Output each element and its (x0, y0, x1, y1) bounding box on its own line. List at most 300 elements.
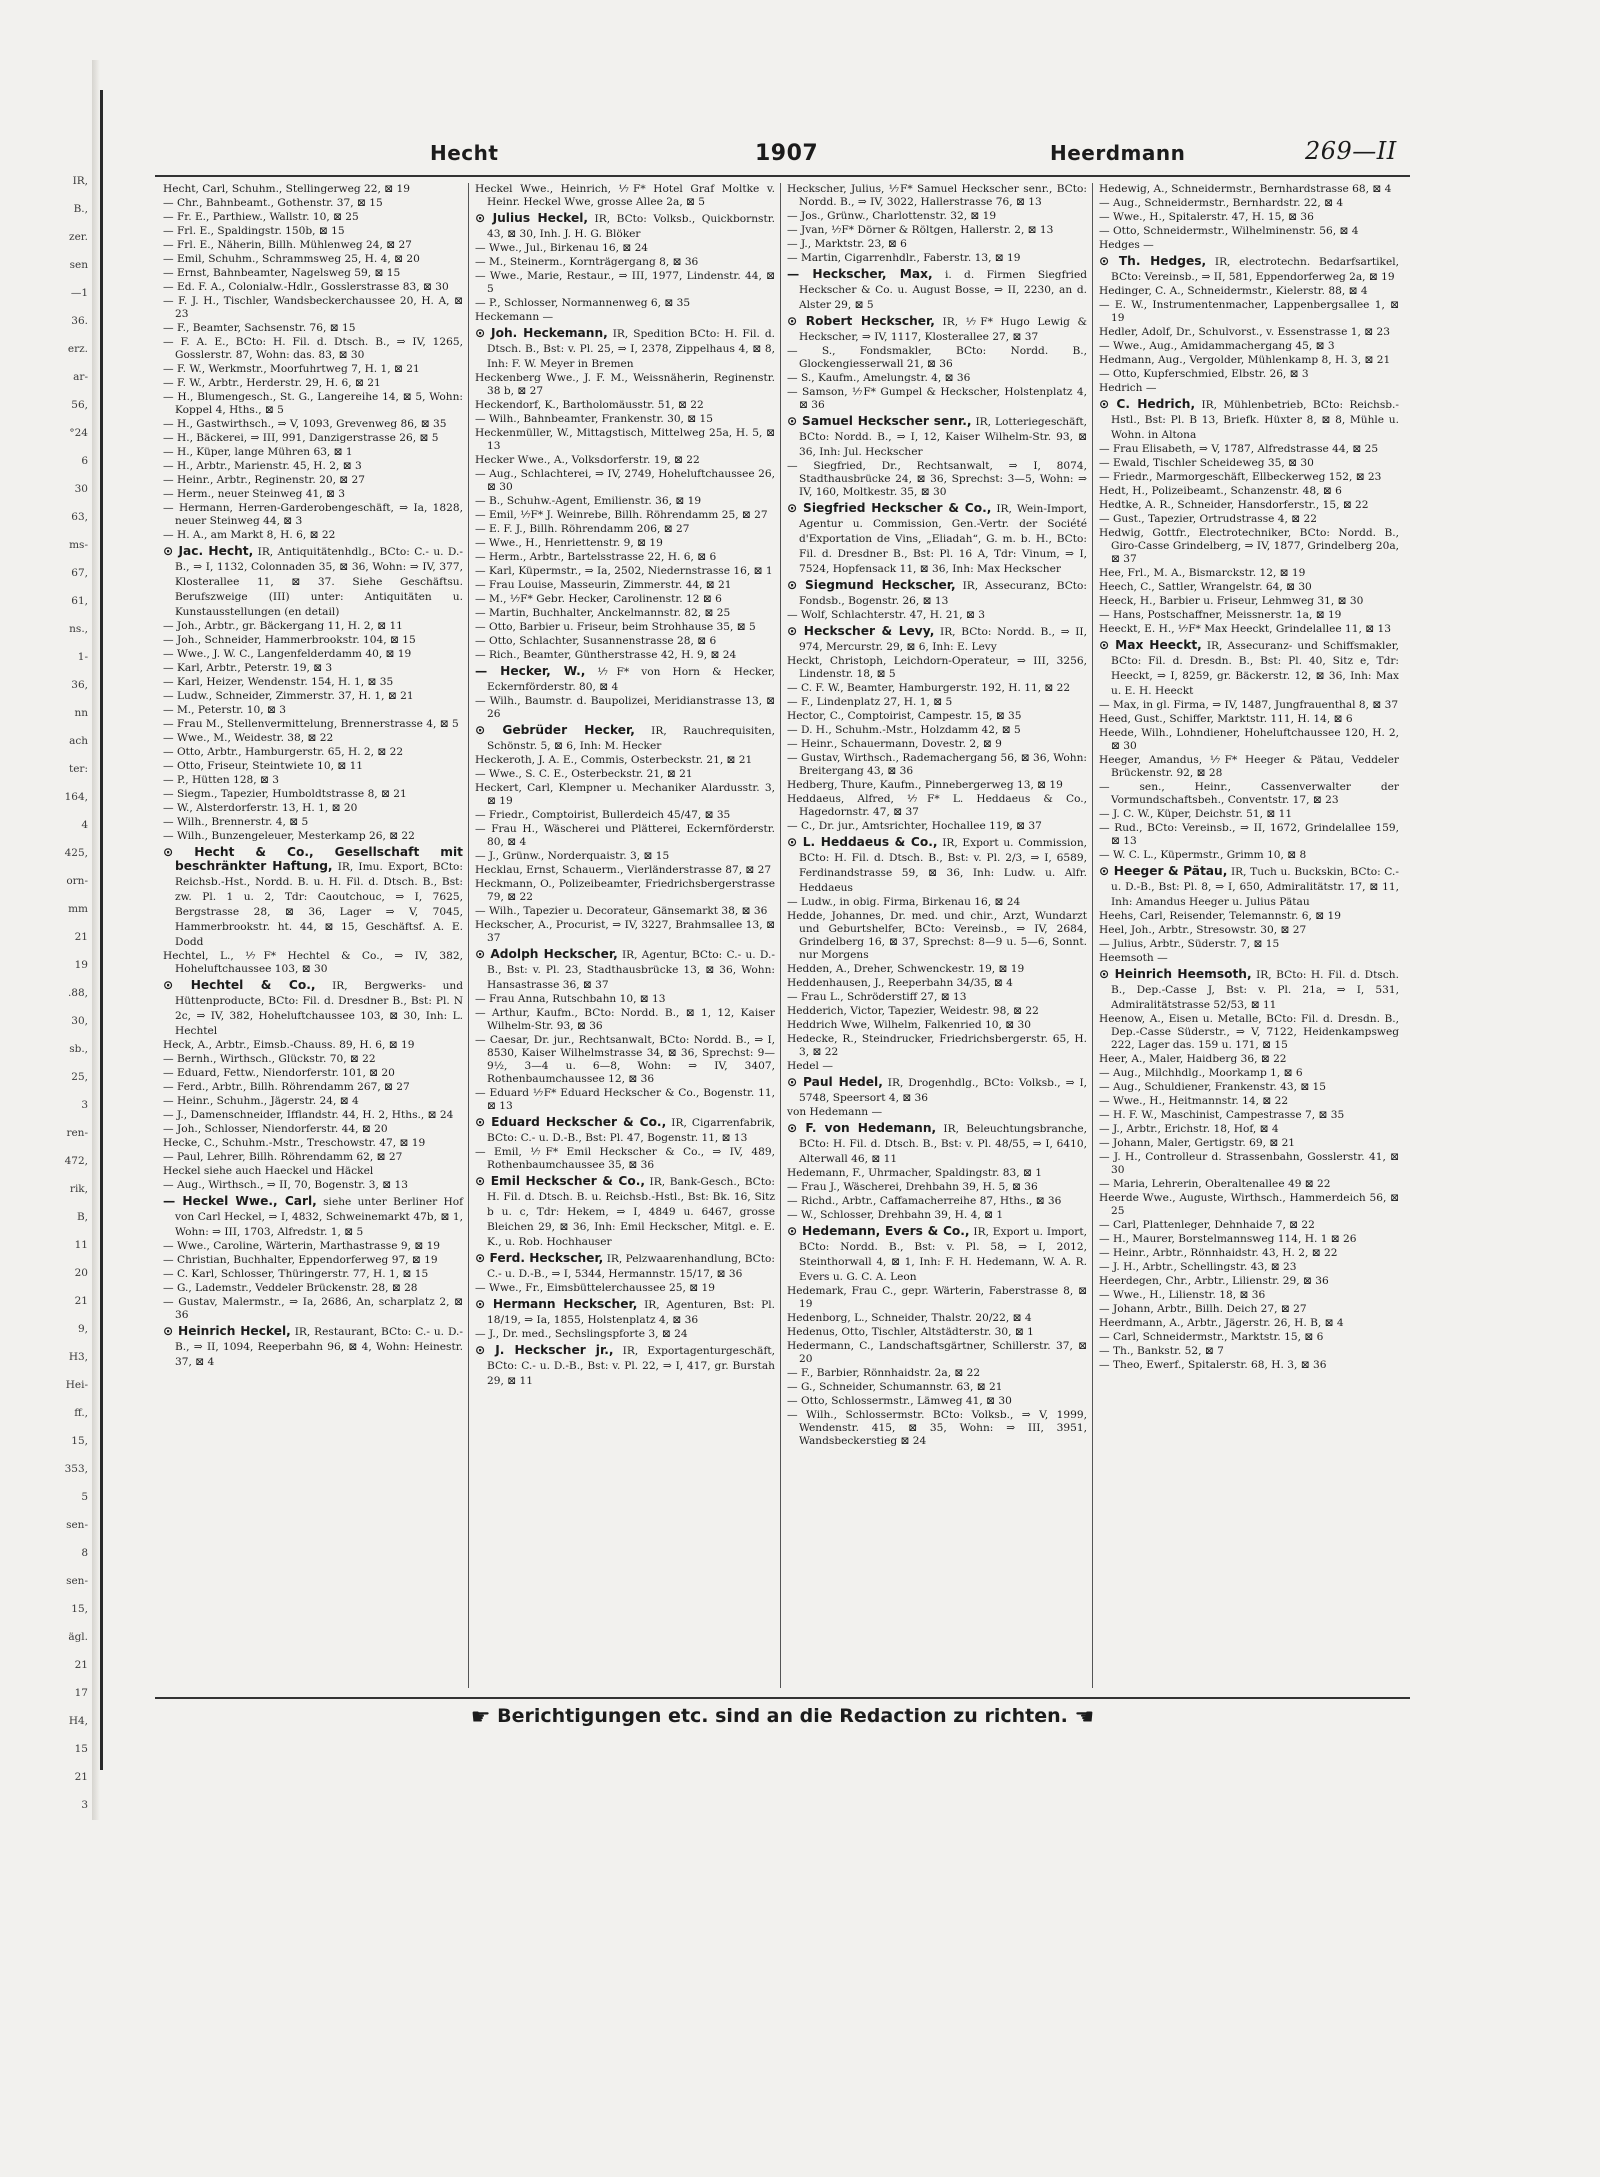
directory-entry (1099, 864, 1399, 909)
directory-entry (475, 919, 775, 945)
entry-text: — Aug., Milchhdlg., Moorkamp 1, ⊠ 6 (1099, 1067, 1303, 1079)
directory-entry (163, 211, 463, 224)
entry-text: Heckenberg Wwe., J. F. M., Weissnäherin, Reginenstr. 38 b, ⊠ 27 (475, 372, 775, 397)
directory-entry (787, 1195, 1087, 1208)
firm-name: ⊙ Siegmund Heckscher, (787, 578, 956, 592)
entry-text: — Chr., Bahnbeamt., Gothenstr. 37, ⊠ 15 (163, 197, 383, 209)
entry-text: — Wilh., Bunzengeleuer, Mesterkamp 26, ⊠ 22 (163, 830, 415, 842)
entry-text: IR, Antiquitätenhdlg., BCto: C.- u. D.-B., ⇒ I, 1132, Colonnaden 35, ⊠ 36, Wohn: ⇒ IV, 377, Klosterallee 11, ⊠ 37. Siehe Geschäftsu. Berufszweige (III) unter: Antiquitäten u. Kunstausstellungen (en detail) (175, 546, 463, 618)
entry-text: — H. F. W., Maschinist, Campestrasse 7, ⊠ 35 (1099, 1109, 1345, 1121)
page-fold-shadow (92, 60, 100, 1820)
entry-text: — Frau H., Wäscherei und Plätterei, Eckernförderstr. 80, ⊠ 4 (475, 823, 775, 848)
directory-entry (1099, 499, 1399, 512)
firm-name: ⊙ Th. Hedges, (1099, 254, 1207, 268)
directory-entry (163, 816, 463, 829)
directory-entry (163, 1194, 463, 1239)
entry-text: — Wwe., Marie, Restaur., ⇒ III, 1977, Lindenstr. 44, ⊠ 5 (475, 270, 775, 295)
last-entry-guide-word: Heerdmann (1050, 141, 1186, 165)
gutter-fragment: 15 (74, 1743, 88, 1755)
entry-text: — Gust., Tapezier, Ortrudstrasse 4, ⊠ 22 (1099, 513, 1317, 525)
entry-text: Heer, A., Maler, Haidberg 36, ⊠ 22 (1099, 1053, 1287, 1065)
gutter-fragment: 1- (77, 651, 88, 663)
gutter-fragment: ren- (66, 1127, 88, 1139)
directory-entry (1099, 326, 1399, 339)
entry-text: — Otto, Schneidermstr., Wilhelminenstr. 56, ⊠ 4 (1099, 225, 1359, 237)
entry-text: — Wwe., H., Spitalerstr. 47, H. 15, ⊠ 36 (1099, 211, 1314, 223)
entry-text: — Wilh., Bahnbeamter, Frankenstr. 30, ⊠ 15 (475, 413, 714, 425)
gutter-fragment: 9, (77, 1323, 88, 1335)
directory-entry (1099, 254, 1399, 284)
entry-text: — C., Dr. jur., Amtsrichter, Hochallee 119, ⊠ 37 (787, 820, 1042, 832)
directory-entry (475, 372, 775, 398)
directory-entry (1099, 443, 1399, 456)
entry-text: — F. W., Werkmstr., Moorfuhrtweg 7, H. 1, ⊠ 21 (163, 363, 420, 375)
gutter-fragment: 425, (64, 847, 88, 859)
gutter-fragment: IR, (72, 175, 88, 187)
directory-entry (1099, 1345, 1399, 1358)
firm-name: — Hecker, W., (475, 664, 586, 678)
firm-name: ⊙ J. Heckscher jr., (475, 1343, 614, 1357)
directory-entry (475, 551, 775, 564)
directory-entry (787, 345, 1087, 371)
directory-entry (1099, 197, 1399, 210)
entry-text: Heck, A., Arbtr., Eimsb.-Chauss. 89, H. 6, ⊠ 19 (163, 1039, 415, 1051)
gutter-fragment: 353, (64, 1463, 88, 1475)
directory-entry (1099, 727, 1399, 753)
firm-name: ⊙ Hermann Heckscher, (475, 1297, 638, 1311)
directory-entry (163, 544, 463, 619)
entry-text: — Ewald, Tischler Scheideweg 35, ⊠ 30 (1099, 457, 1314, 469)
directory-entry (787, 372, 1087, 385)
gutter-fragment: ter: (69, 763, 88, 775)
directory-entry (1099, 1331, 1399, 1344)
directory-entry (787, 183, 1087, 209)
directory-entry (1099, 1067, 1399, 1080)
entry-text: — S., Kaufm., Amelungstr. 4, ⊠ 36 (787, 372, 971, 384)
entry-text: — Christian, Buchhalter, Eppendorferweg 97, ⊠ 19 (163, 1254, 438, 1266)
directory-entry (1099, 1289, 1399, 1302)
entry-text: — J., Arbtr., Erichstr. 18, Hof, ⊠ 4 (1099, 1123, 1279, 1135)
firm-name: ⊙ Heeger & Pätau, (1099, 864, 1228, 878)
directory-entry (1099, 1013, 1399, 1052)
entry-text: — Jvan, ⅐F* Dörner & Röltgen, Hallerstr. 2, ⊠ 13 (787, 224, 1054, 236)
entry-text: IR, Wein-Import, Agentur u. Commission, Gen.-Vertr. der Société d'Exportation de Vins, „Eliadah“, G. m. b. H., BCto: Fil. d. Dresdner B., Bst: Pl. 16 A, Tdr: Vinum, ⇒ I, 7524, Hopfensack 11, ⊠ 36, Inh: Max Heckscher (799, 503, 1087, 575)
directory-entry (787, 210, 1087, 223)
directory-entry (163, 1095, 463, 1108)
entry-text: — C. F. W., Beamter, Hamburgerstr. 192, H. 11, ⊠ 22 (787, 682, 1071, 694)
directory-entry (787, 267, 1087, 312)
entry-text: — Joh., Arbtr., gr. Bäckergang 11, H. 2, ⊠ 11 (163, 620, 403, 632)
directory-entry (787, 1312, 1087, 1325)
gutter-fragment: 63, (71, 511, 88, 523)
gutter-fragment: °24 (69, 427, 88, 439)
entry-text: IR, Cigarrenfabrik, BCto: C.- u. D.-B., Bst: Pl. 47, Bogenstr. 11, ⊠ 13 (487, 1117, 775, 1144)
entry-text: IR, Export u. Import, BCto: Nordd. B., Bst: v. Pl. 58, ⇒ I, 2012, Steinthorwall 4, ⊠ 1, Inh: F. H. Hedemann, W. A. R. Evers u. G. C. A. Leon (799, 1226, 1087, 1283)
previous-page-rule (100, 90, 103, 1770)
entry-text: — Caesar, Dr. jur., Rechtsanwalt, BCto: Nordd. B., ⇒ I, 8530, Kaiser Wilhelmstrasse 34, ⊠ 36, Sprechst: 9—9½, 3—4 u. 6—8, Wohn: ⇒ IV, 3407, Rothenbaumchaussee 12, ⊠ 36 (475, 1034, 775, 1085)
entry-text: — F. J. H., Tischler, Wandsbeckerchaussee 20, H. A, ⊠ 23 (163, 295, 463, 320)
running-head (155, 135, 1410, 175)
directory-entry (475, 947, 775, 992)
entry-text: Heddrich Wwe, Wilhelm, Falkenried 10, ⊠ 30 (787, 1019, 1032, 1031)
entry-text: — Wilh., Tapezier u. Decorateur, Gänsemarkt 38, ⊠ 36 (475, 905, 768, 917)
directory-entry (163, 488, 463, 501)
entry-text: — H., Bäckerei, ⇒ III, 991, Danzigerstrasse 26, ⊠ 5 (163, 432, 439, 444)
entry-text: IR, Beleuchtungsbranche, BCto: H. Fil. d. Dtsch. B., Bst: v. Pl. 48/55, ⇒ I, 6410, Alterwall 46, ⊠ 11 (799, 1123, 1087, 1165)
directory-entry (163, 648, 463, 661)
directory-entry (1099, 638, 1399, 698)
directory-entry (1099, 595, 1399, 608)
directory-entry (1099, 225, 1399, 238)
entry-text: — Wwe., Aug., Amidammachergang 45, ⊠ 3 (1099, 340, 1335, 352)
gutter-fragment: 56, (71, 399, 88, 411)
directory-entry (163, 391, 463, 417)
gutter-fragment: ns., (69, 623, 88, 635)
entry-text: — P., Hütten 128, ⊠ 3 (163, 774, 280, 786)
directory-entry (1099, 1219, 1399, 1232)
entry-text: IR, Spedition BCto: H. Fil. d. Dtsch. B., Bst: v. Pl. 25, ⇒ I, 2378, Zippelhaus 4, ⊠ 8, Inh: F. W. Meyer in Bremen (487, 328, 775, 370)
entry-text: IR, Tuch u. Buckskin, BCto: C.- u. D.-B., Bst: Pl. 8, ⇒ I, 650, Admiralitätstr. 17, ⊠ 11, Inh: Amandus Heeger u. Julius Pätau (1111, 866, 1399, 908)
entry-text: Hedewig, A., Schneidermstr., Bernhardstrasse 68, ⊠ 4 (1099, 183, 1392, 195)
directory-entry (163, 1081, 463, 1094)
directory-entry (163, 336, 463, 362)
directory-entry (1099, 910, 1399, 923)
entry-text: — Wwe., H., Heitmannstr. 14, ⊠ 22 (1099, 1095, 1289, 1107)
entry-text: — Wwe., Jul., Birkenau 16, ⊠ 24 (475, 242, 649, 254)
entry-text: Heel, Joh., Arbtr., Stresowstr. 30, ⊠ 27 (1099, 924, 1307, 936)
directory-entry (787, 1224, 1087, 1284)
directory-entry (787, 238, 1087, 251)
directory-entry (787, 314, 1087, 344)
directory-entry (787, 724, 1087, 737)
entry-text: — Samson, ⅐F* Gumpel & Heckscher, Holstenplatz 4, ⊠ 36 (787, 386, 1087, 411)
entry-text: — Frau Elisabeth, ⇒ V, 1787, Alfredstrasse 44, ⊠ 25 (1099, 443, 1379, 455)
directory-entry (475, 905, 775, 918)
firm-name: ⊙ Hecht & Co., Gesellschaft mit beschränkter Haftung, (163, 845, 463, 873)
gutter-fragment: H4, (68, 1715, 88, 1727)
directory-page (155, 135, 1410, 1795)
directory-entry (787, 1060, 1087, 1073)
directory-entry (163, 1254, 463, 1267)
entry-text: — Julius, Arbtr., Süderstr. 7, ⊠ 15 (1099, 938, 1280, 950)
gutter-fragment: 17 (74, 1687, 88, 1699)
entry-text: — Th., Bankstr. 52, ⊠ 7 (1099, 1345, 1224, 1357)
entry-text: — F., Barbier, Rönnhaidstr. 2a, ⊠ 22 (787, 1367, 981, 1379)
gutter-fragment: 472, (64, 1155, 88, 1167)
entry-text: IR, Rauchrequisiten, Schönstr. 5, ⊠ 6, Inh: M. Hecker (487, 725, 775, 752)
directory-entry (475, 723, 775, 753)
directory-entry (163, 1123, 463, 1136)
entry-text: — Wolf, Schlachterstr. 47, H. 21, ⊠ 3 (787, 609, 985, 621)
directory-entry (787, 738, 1087, 751)
directory-entry (1099, 1275, 1399, 1288)
directory-entry (787, 1395, 1087, 1408)
entry-text: Heckt, Christoph, Leichdorn-Operateur, ⇒ III, 3256, Lindenstr. 18, ⊠ 5 (787, 655, 1087, 680)
directory-entry (475, 256, 775, 269)
entry-text: — W. C. L., Küpermstr., Grimm 10, ⊠ 8 (1099, 849, 1307, 861)
directory-entry (163, 281, 463, 294)
directory-entry (163, 529, 463, 542)
entry-text: — J. H., Controlleur d. Strassenbahn, Gosslerstr. 41, ⊠ 30 (1099, 1151, 1399, 1176)
entry-text: Heckeroth, J. A. E., Commis, Osterbeckstr. 21, ⊠ 21 (475, 754, 753, 766)
directory-entry (787, 779, 1087, 792)
entry-text: — Emil, ⅐F* Emil Heckscher & Co., ⇒ IV, 489, Rothenbaumchaussee 35, ⊠ 36 (475, 1146, 775, 1171)
entry-text: IR, Assecuranz- und Schiffsmakler, BCto: Fil. d. Dresdn. B., Bst: Pl. 40, Sitz e, Tdr: Heeckt, ⇒ I, 8259, gr. Bäckerstr. 12, ⊠ 36, Inh: Max u. E. H. Heeckt (1111, 640, 1399, 697)
entry-text: — Karl, Heizer, Wendenstr. 154, H. 1, ⊠ 35 (163, 676, 394, 688)
directory-entry (163, 774, 463, 787)
directory-entry (475, 523, 775, 536)
directory-entry (1099, 1151, 1399, 1177)
directory-entry (163, 1109, 463, 1122)
gutter-fragment: 21 (74, 1295, 88, 1307)
directory-entry (1099, 781, 1399, 807)
directory-entry (475, 664, 775, 694)
entry-text: — Friedr., Comptoirist, Bullerdeich 45/47, ⊠ 35 (475, 809, 731, 821)
directory-entry (1099, 924, 1399, 937)
gutter-fragment: mm (68, 903, 88, 915)
directory-entry (163, 1039, 463, 1052)
entry-text: ⅐F* von Horn & Hecker, Eckernförderstr. 80, ⊠ 4 (487, 666, 775, 693)
gutter-fragment: 30 (74, 483, 88, 495)
firm-name: ⊙ L. Heddaeus & Co., (787, 835, 938, 849)
directory-entry (787, 1075, 1087, 1105)
directory-entry (1099, 967, 1399, 1012)
directory-entry (163, 239, 463, 252)
entry-text: Hecker Wwe., A., Volksdorferstr. 19, ⊠ 22 (475, 454, 700, 466)
entry-text: Heckel Wwe., Heinrich, ⅐F* Hotel Graf Moltke v. Heinr. Heckel Wwe, grosse Allee 2a, ⊠ 5 (475, 183, 775, 208)
directory-entry (475, 607, 775, 620)
entry-text: — C. Karl, Schlosser, Thüringerstr. 77, H. 1, ⊠ 15 (163, 1268, 429, 1280)
gutter-fragment: 21 (74, 1771, 88, 1783)
gutter-fragment: 21 (74, 1659, 88, 1671)
gutter-fragment: 5 (81, 1491, 88, 1503)
entry-text: Heckert, Carl, Klempner u. Mechaniker Alardusstr. 3, ⊠ 19 (475, 782, 775, 807)
entry-text: Heckscher, Julius, ⅐F* Samuel Heckscher senr., BCto: Nordd. B., ⇒ IV, 3022, Hallerstrasse 76, ⊠ 13 (787, 183, 1087, 208)
entry-text: Hee, Frl., M. A., Bismarckstr. 12, ⊠ 19 (1099, 567, 1306, 579)
entry-text: Hedenus, Otto, Tischler, Altstädterstr. 30, ⊠ 1 (787, 1326, 1034, 1338)
directory-entry (787, 910, 1087, 962)
directory-entry (1099, 808, 1399, 821)
entry-text: Hedecke, R., Steindrucker, Friedrichsbergerstr. 65, H. 3, ⊠ 22 (787, 1033, 1087, 1058)
gutter-fragment: erz. (67, 343, 88, 355)
page-number: 269—II (1305, 137, 1397, 165)
gutter-fragment: H3, (68, 1351, 88, 1363)
directory-entry (475, 1297, 775, 1327)
entry-text: — Frau Anna, Rutschbahn 10, ⊠ 13 (475, 993, 666, 1005)
directory-entry (1099, 183, 1399, 196)
entry-text: Hedt, H., Polizeibeamt., Schanzenstr. 48, ⊠ 6 (1099, 485, 1342, 497)
entry-text: — Frl. E., Spaldingstr. 150b, ⊠ 15 (163, 225, 345, 237)
gutter-fragment: 25, (71, 1071, 88, 1083)
directory-entry (163, 690, 463, 703)
gutter-fragment: ach (69, 735, 88, 747)
directory-entry (1099, 1359, 1399, 1372)
firm-name: ⊙ Siegfried Heckscher & Co., (787, 501, 992, 515)
firm-name: ⊙ Paul Hedel, (787, 1075, 883, 1089)
directory-entry (1099, 1233, 1399, 1246)
directory-entry (787, 252, 1087, 265)
directory-entry (163, 788, 463, 801)
directory-entry (475, 1174, 775, 1249)
entry-text: — H., Maurer, Borstelmannsweg 114, H. 1 ⊠ 26 (1099, 1233, 1357, 1245)
directory-entry (1099, 340, 1399, 353)
entry-text: Heerde Wwe., Auguste, Wirthsch., Hammerdeich 56, ⊠ 25 (1099, 1192, 1399, 1217)
firm-name: ⊙ Hedemann, Evers & Co., (787, 1224, 970, 1238)
entry-text: — Aug., Schuldiener, Frankenstr. 43, ⊠ 15 (1099, 1081, 1327, 1093)
directory-entry (787, 977, 1087, 990)
directory-entry (1099, 1053, 1399, 1066)
entry-text: — W., Alsterdorferstr. 13, H. 1, ⊠ 20 (163, 802, 358, 814)
entry-text: — Wwe., Fr., Eimsbüttelerchaussee 25, ⊠ 19 (475, 1282, 715, 1294)
directory-entry (1099, 822, 1399, 848)
directory-entry (1099, 1109, 1399, 1122)
directory-entry (475, 809, 775, 822)
directory-entry (163, 1137, 463, 1150)
gutter-fragment: ms- (69, 539, 88, 551)
column-4 (1099, 183, 1399, 1693)
directory-entry (163, 1282, 463, 1295)
directory-entry (787, 835, 1087, 895)
directory-entry (475, 211, 775, 241)
entry-text: Hedemark, Frau C., gepr. Wärterin, Faberstrasse 8, ⊠ 19 (787, 1285, 1087, 1310)
directory-entry (163, 845, 463, 949)
entry-text: IR, Restaurant, BCto: C.- u. D.-B., ⇒ II, 1094, Reeperbahn 96, ⊠ 4, Wohn: Heinestr. 37, ⊠ 4 (175, 1326, 464, 1368)
directory-entry (475, 270, 775, 296)
directory-entry (475, 1087, 775, 1113)
directory-entry (1099, 1178, 1399, 1191)
entry-text: — Emil, ⅐F* J. Weinrebe, Billh. Röhrendamm 25, ⊠ 27 (475, 509, 768, 521)
directory-entry (475, 468, 775, 494)
entry-text: — Wilh., Baumstr. d. Baupolizei, Meridianstrasse 13, ⊠ 26 (475, 695, 775, 720)
gutter-fragment: 8 (81, 1547, 88, 1559)
entry-text: — Heinr., Schauermann, Dovestr. 2, ⊠ 9 (787, 738, 1002, 750)
entry-text: — Joh., Schlosser, Niendorferstr. 44, ⊠ 20 (163, 1123, 388, 1135)
directory-entry (1099, 1192, 1399, 1218)
directory-entry (475, 768, 775, 781)
directory-entry (1099, 609, 1399, 622)
directory-entry (1099, 1261, 1399, 1274)
directory-entry (163, 322, 463, 335)
gutter-fragment: 4 (81, 819, 88, 831)
gutter-fragment: ar- (73, 371, 88, 383)
column-2 (475, 183, 775, 1693)
directory-entry (1099, 754, 1399, 780)
directory-entry (163, 830, 463, 843)
directory-entry (1099, 849, 1399, 862)
directory-entry (475, 242, 775, 255)
gutter-fragment: nn (74, 707, 88, 719)
previous-page-gutter (0, 80, 92, 1811)
entry-text: IR, Bank-Gesch., BCto: H. Fil. d. Dtsch. B. u. Reichsb.-Hstl., Bst: Bk. 16, Sitz b u. c, Tdr: Hekem, ⇒ I, 4849 u. 6467, grosse Bleichen 29, ⊠ 36, Inh: Emil Heckscher, Mitgl. e. E. K., u. Rob. Hochhauser (487, 1176, 775, 1248)
entry-text: — Ed. F. A., Colonialw.-Hdlr., Gosslerstrasse 83, ⊠ 30 (163, 281, 449, 293)
entry-text: Hector, C., Comptoirist, Campestr. 15, ⊠ 35 (787, 710, 1022, 722)
footer-notice (155, 1705, 1410, 1739)
entry-text: — Theo, Ewerf., Spitalerstr. 68, H. 3, ⊠ 36 (1099, 1359, 1327, 1371)
entry-text: — H. A., am Markt 8, H. 6, ⊠ 22 (163, 529, 336, 541)
entry-text: — H., Küper, lange Mühren 63, ⊠ 1 (163, 446, 353, 458)
entry-text: — F., Lindenplatz 27, H. 1, ⊠ 5 (787, 696, 953, 708)
entry-text: Hedtke, A. R., Schneider, Hansdorferstr., 15, ⊠ 22 (1099, 499, 1369, 511)
entry-text: Heehs, Carl, Reisender, Telemannstr. 6, ⊠ 19 (1099, 910, 1341, 922)
entry-text: Hecke, C., Schuhm.-Mstr., Treschowstr. 47, ⊠ 19 (163, 1137, 426, 1149)
entry-text: Heede, Wilh., Lohndiener, Hoheluftchaussee 120, H. 2, ⊠ 30 (1099, 727, 1399, 752)
entry-text: IR, Imu. Export, BCto: Reichsb.-Hst., Nordd. B. u. H. Fil. d. Dtsch. B., Bst: zw. Pl. 1 u. 2, Tdr: Caoutchouc, ⇒ I, 7625, Bergstrasse 28, ⊠ 36, Lager ⇒ V, 7045, Hammerbrookstr. ht. 44, ⊠ 15, Geschäftsf. A. E. Dodd (175, 861, 463, 948)
entry-text: von Hedemann — (787, 1106, 883, 1118)
gutter-fragment: zer. (69, 231, 88, 243)
entry-text: IR, ⅐F* Hugo Lewig & Heckscher, ⇒ IV, 1117, Klosterallee 27, ⊠ 37 (799, 316, 1087, 343)
directory-entry (1099, 581, 1399, 594)
entry-text: — Carl, Plattenleger, Dehnhaide 7, ⊠ 22 (1099, 1219, 1315, 1231)
gutter-fragment: 15, (71, 1435, 88, 1447)
gutter-fragment: sen (69, 259, 88, 271)
entry-text: IR, Bergwerks- und Hüttenproducte, BCto: Fil. d. Dresdner B., Bst: Pl. N 2c, ⇒ IV, 382, Hoheluftchaussee 103, ⊠ 30, Inh: L. Hechtel (175, 980, 463, 1037)
directory-entry (475, 864, 775, 877)
footer-text: Berichtigungen etc. sind an die Redaction zu richten. (497, 1705, 1068, 1727)
entry-text: — Frau M., Stellenvermittelung, Brennerstrasse 4, ⊠ 5 (163, 718, 459, 730)
directory-entry (475, 183, 775, 209)
entry-text: — Fr. E., Parthiew., Wallstr. 10, ⊠ 25 (163, 211, 359, 223)
entry-text: Hedwig, Gottfr., Electrotechniker, BCto: Nordd. B., Giro-Casse Grindelberg, ⇒ IV, 1877, Grindelberg 20a, ⊠ 37 (1099, 527, 1399, 565)
entry-text: Hedrich — (1099, 382, 1157, 394)
entry-text: — M., Steinerm., Kornträgergang 8, ⊠ 36 (475, 256, 699, 268)
directory-entry (787, 1181, 1087, 1194)
entry-text: IR, Lotteriegeschäft, BCto: Nordd. B., ⇒ I, 12, Kaiser Wilhelm-Str. 93, ⊠ 36, Inh: Jul. Heckscher (799, 416, 1087, 458)
firm-name: ⊙ Hechtel & Co., (163, 978, 316, 992)
directory-entry (163, 502, 463, 528)
gutter-fragment: 11 (74, 1239, 88, 1251)
directory-entry (787, 991, 1087, 1004)
directory-entry (1099, 938, 1399, 951)
directory-entry (163, 446, 463, 459)
directory-entry (1099, 354, 1399, 367)
gutter-fragment: ägl. (68, 1631, 88, 1643)
directory-entry (163, 295, 463, 321)
directory-entry (1099, 513, 1399, 526)
firm-name: ⊙ Jac. Hecht, (163, 544, 254, 558)
directory-entry (475, 1282, 775, 1295)
gutter-fragment: Hei- (65, 1379, 88, 1391)
directory-entry (475, 635, 775, 648)
directory-entry (787, 224, 1087, 237)
entry-text: — Ernst, Bahnbeamter, Nagelsweg 59, ⊠ 15 (163, 267, 401, 279)
pointing-hand-left-icon: ☚ (1074, 1705, 1095, 1730)
gutter-fragment: .88, (67, 987, 88, 999)
directory-entry (163, 1067, 463, 1080)
entry-text: IR, Mühlenbetrieb, BCto: Reichsb.-Hstl., Bst: Pl. B 13, Briefk. Hüxter 8, ⊠ 8, Mühle u. Wohn. in Altona (1111, 399, 1399, 441)
gutter-fragment: 3 (81, 1799, 88, 1811)
entry-text: — Otto, Friseur, Steintwiete 10, ⊠ 11 (163, 760, 364, 772)
entry-text: — Frau J., Wäscherei, Drehbahn 39, H. 5, ⊠ 36 (787, 1181, 1038, 1193)
directory-entry (163, 732, 463, 745)
firm-name: ⊙ Gebrüder Hecker, (475, 723, 635, 737)
directory-entry (787, 1019, 1087, 1032)
entry-text: — S., Fondsmakler, BCto: Nordd. B., Glockengiesserwall 21, ⊠ 36 (787, 345, 1087, 370)
entry-text: Hecklau, Ernst, Schauerm., Vierländerstrasse 87, ⊠ 27 (475, 864, 772, 876)
entry-text: Heerdmann, A., Arbtr., Jägerstr. 26, H. B, ⊠ 4 (1099, 1317, 1344, 1329)
entry-text: — Herm., Arbtr., Bartelsstrasse 22, H. 6, ⊠ 6 (475, 551, 717, 563)
directory-entry (1099, 211, 1399, 224)
directory-entry (475, 413, 775, 426)
gutter-fragment: 164, (64, 791, 88, 803)
gutter-fragment: 30, (71, 1015, 88, 1027)
entry-text: — J. H., Arbtr., Schellingstr. 43, ⊠ 23 (1099, 1261, 1297, 1273)
entry-text: IR, Agenturen, Bst: Pl. 18/19, ⇒ Ia, 1855, Holstenplatz 4, ⊠ 36 (487, 1299, 776, 1326)
entry-text: Hedinger, C. A., Schneidermstr., Kielerstr. 88, ⊠ 4 (1099, 285, 1368, 297)
directory-entry (1099, 713, 1399, 726)
directory-entry (787, 1121, 1087, 1166)
entry-text: — H., Blumengesch., St. G., Langereihe 14, ⊠ 5, Wohn: Koppel 4, Hths., ⊠ 5 (163, 391, 463, 416)
directory-entry (163, 620, 463, 633)
